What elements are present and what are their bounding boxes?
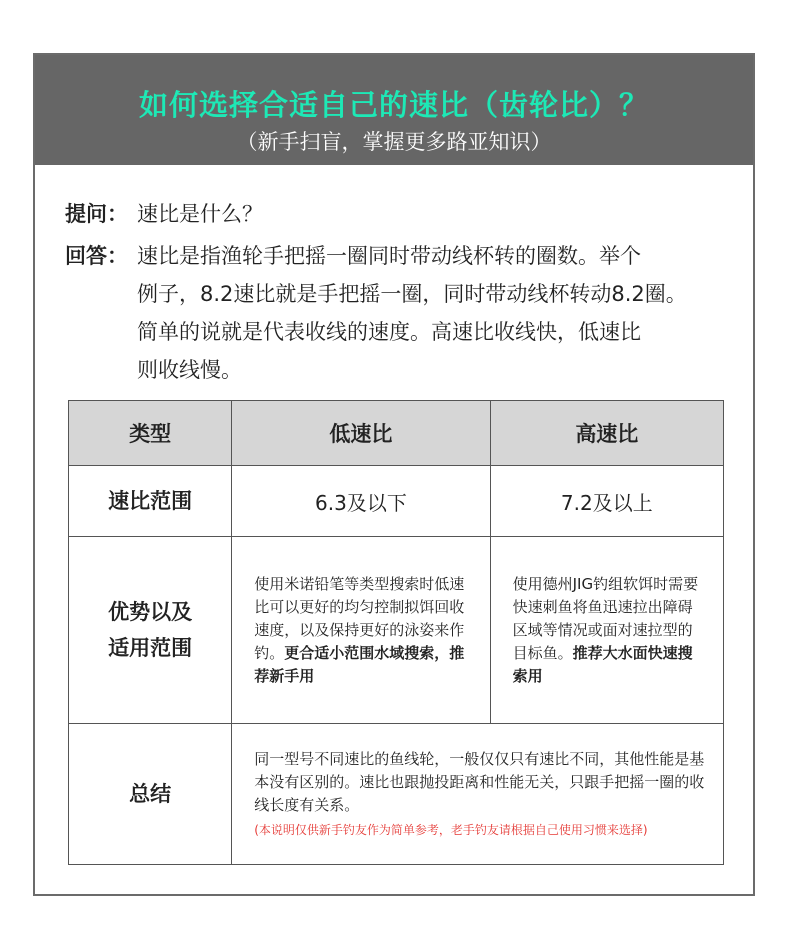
header-low-ratio: 低速比 [232,401,490,466]
page-title: 如何选择合适自己的速比（齿轮比）？ [138,88,649,122]
answer-text: 速比是指渔轮手把摇一圈同时带动线杯转的圈数。举个 例子，8.2速比就是手把摇一圈，同时带动线杯转动8.2圈。 简单的说就是代表收线的速度。高速比收线快，低速比 则收线慢。 [137,244,687,382]
low-ratio-advantage-text: 使用米诺铅笔等类型搜索时低速比可以更好的均匀控制拟饵回收速度，以及保持更好的泳姿来作钓。 [254,574,465,662]
summary-cell [232,724,724,865]
comparison-table [68,400,724,865]
low-ratio-range: 6.3及以下 [232,466,490,537]
title-banner [35,55,753,165]
header-type: 类型 [69,401,232,466]
summary-text: 同一型号不同速比的鱼线轮，一般仅仅只有速比不同，其他性能是基本没有区别的。速比也跟抛投距离和性能无关，只跟手把摇一圈的收线长度有关系。 [254,749,705,814]
high-ratio-advantage [490,537,723,724]
high-ratio-advantage-bold: 推荐大水面快速搜索用 [512,643,693,685]
question-label: 提问： [65,202,128,226]
table-row [69,724,724,865]
content-frame [33,53,755,896]
speed-range-label: 速比范围 [69,466,232,537]
page-subtitle: （新手扫盲，掌握更多路亚知识） [236,130,552,154]
table-row [69,537,724,724]
summary-label: 总结 [69,724,232,865]
high-ratio-advantage-text: 使用德州JIG钓组软饵时需要快速刺鱼将鱼迅速拉出障碍区域等情况或面对速拉型的目标鱼。 [512,574,699,662]
summary-note: (本说明仅供新手钓友作为简单参考，老手钓友请根据自己使用习惯来选择) [254,822,648,837]
low-ratio-advantage-bold: 更合适小范围水域搜索，推荐新手用 [254,643,465,685]
high-ratio-range: 7.2及以上 [490,466,723,537]
table-row [69,466,724,537]
advantage-label: 优势以及 适用范围 [69,537,232,724]
low-ratio-advantage [232,537,490,724]
answer-label: 回答： [65,244,128,268]
table-header-row [69,401,724,466]
question-text: 速比是什么？ [137,202,263,226]
header-high-ratio: 高速比 [490,401,723,466]
